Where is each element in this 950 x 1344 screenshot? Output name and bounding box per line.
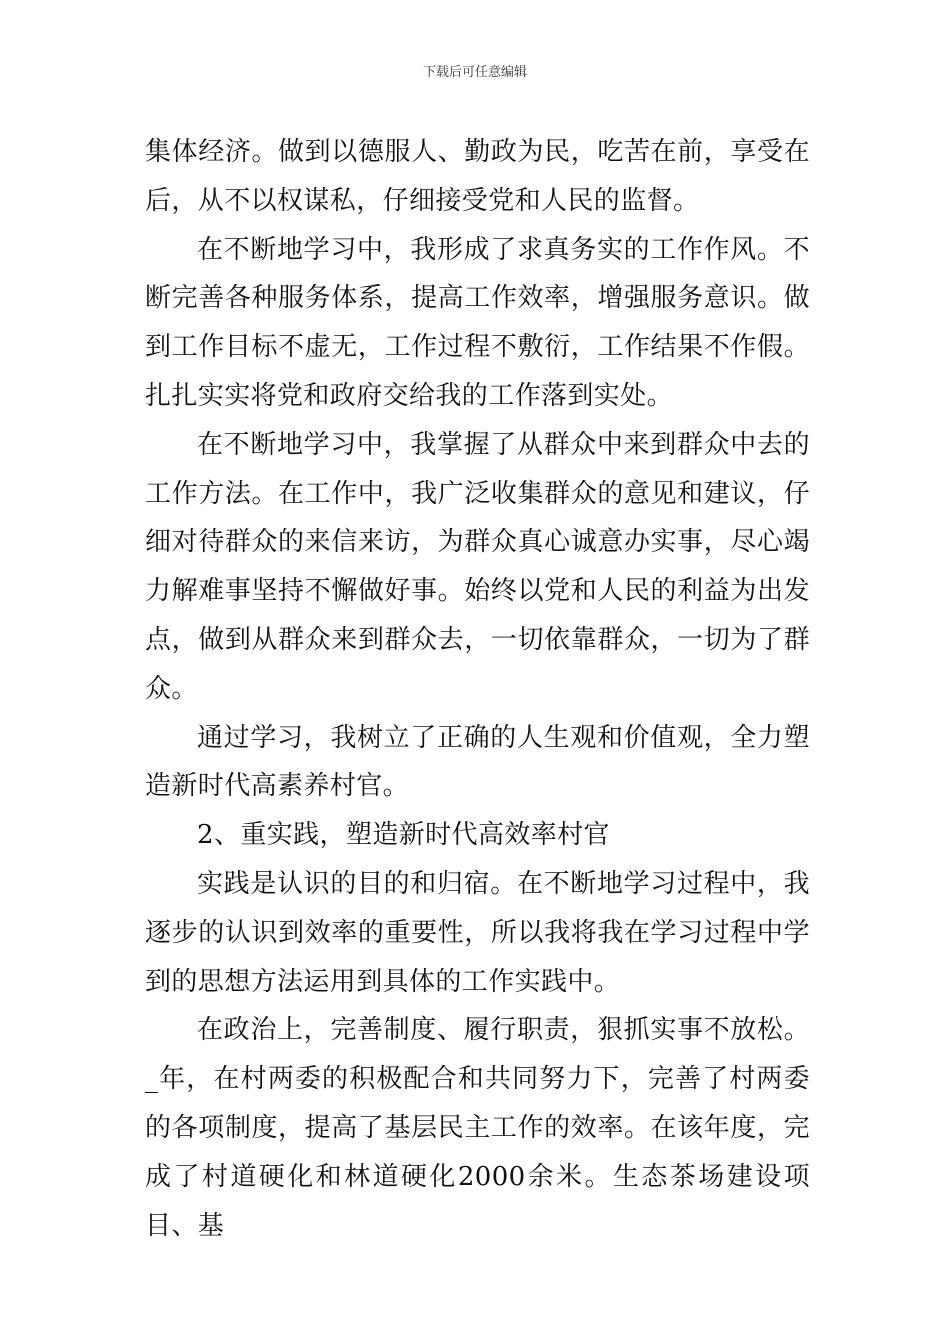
- paragraph-6: 在政治上，完善制度、履行职责，狠抓实事不放松。_年，在村两委的积极配合和共同努力下，完善了村两委的各项制度，提高了基层民主工作的效率。在该年度，完成了村道硬化和林道硬化2000余米。生态茶场建设项目、基: [145, 1015, 810, 1241]
- page-header-note: 下载后可任意编辑: [422, 65, 527, 80]
- section-heading: 2、重实践，塑造新时代高效率村官: [197, 820, 610, 851]
- paragraph-5: 实践是认识的目的和归宿。在不断地学习过程中，我逐步的认识到效率的重要性，所以我将我在学习过程中学到的思想方法运用到具体的工作实践中。: [145, 868, 810, 997]
- paragraph-3: 在不断地学习中，我掌握了从群众中来到群众中去的工作方法。在工作中，我广泛收集群众的意见和建议，仔细对待群众的来信来访，为群众真心诚意办实事，尽心竭力解难事坚持不懈做好事。始终以党和人民的利益为出发点，做到从群众来到群众去，一切依靠群众，一切为了群众。: [145, 429, 810, 704]
- document-body: [145, 128, 810, 1250]
- paragraph-1: 集体经济。做到以德服人、勤政为民，吃苦在前，享受在后，从不以权谋私，仔细接受党和人民的监督。: [145, 137, 810, 216]
- paragraph-4: 通过学习，我树立了正确的人生观和价值观，全力塑造新时代高素养村官。: [145, 722, 810, 802]
- paragraph-2: 在不断地学习中，我形成了求真务实的工作作风。不断完善各种服务体系，提高工作效率，增强服务意识。做到工作目标不虚无，工作过程不敷衍，工作结果不作假。扎扎实实将党和政府交给我的工作落到实处。: [145, 234, 810, 411]
